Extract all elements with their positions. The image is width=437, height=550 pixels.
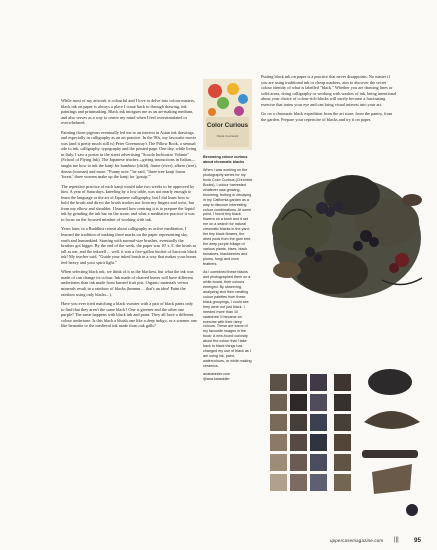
book-cover-image [203, 79, 252, 150]
book-byline: Paula Ceccarelli [216, 134, 239, 138]
bouquet [272, 175, 422, 298]
page-number: 95 [414, 537, 421, 544]
body-paragraph: Putting black ink on paper is a practice that never disappoints. No matter if you are using traditional ink or cheap markers, aim to discover the secret colour identity of what is labelled "black." Whether you are drawing lines or solid areas, doing calligraphy or working with washes of ink, being intentional about your choice of colour-rich blacks will surely become a fascinating exercise that trains your eye and can bring visual interest into your art. [261, 74, 397, 107]
credit-website: anakarasler.com [203, 372, 231, 377]
credit-handle: @ana.karaskiler [203, 376, 230, 381]
colour-swatches [270, 374, 351, 491]
credit [203, 372, 253, 382]
caption-paragraph: When I was working on the photography series for my book Color Curious (Chronicle Books), I colour harvested whatever was growing, blooming, fruiting or decaying in my California garden as a way to discover interesting colour combinations. At some point, I found tiny black flowers on a bush and it set me on a search for natural chromatic blacks in the yard: the tiny black flowers, the dried pods from the gum tree, the deep purple foliage of various plants, irises, black tomatoes, blackberries and plums, fungi and crow feathers. [203, 167, 253, 267]
sidebar-caption [203, 155, 253, 382]
caption-body [203, 168, 253, 369]
page-footer [330, 537, 430, 545]
body-paragraph: While most of my artwork is colourful and I love to delve into colour matters, black ink on paper is always a place I come back to through drawing, ink paintings and printmaking. Black ink intrigues me as an art-making medium, and also serves as a way to centre my mind when I feel overstimulated or overwhelmed. [61, 98, 196, 126]
body-paragraph: When selecting black ink, we think of it as the blackest, but what the ink was made of can change its colour. Ink made of charred bones will have different undertones than ink made from burned fruit pits. Organic materials versus minerals result in a rainbow of blacks (hmmm ... that's an idea! Paint the rainbow using only blacks...). [61, 269, 194, 297]
body-paragraph: The repetitive practice of each kanji would take two weeks to be approved by him. A year of Saturdays, kneeling by a low table, was not nearly enough to learn the language or the art of Japanese calligraphy, but I did learn how to hold the brush and direct the brush strokes not from my fingers and wrist, but from my elbow and shoulder. I learned how centring it is to prepare the liquid ink by grinding the ink bar on the stone, and what a meditative practice it was to focus on the focused mindset of working with ink. [61, 183, 195, 222]
body-paragraph: Painting those pigeons eventually led me to an interest in Asian ink drawings, and especially in calligraphy as an art practice. In the '80s, my favourite movie was (and it pretty much still is) Peter Greenaway's The Pillow Book, a sensual ode to ink, calligraphy, typography and the printed page. One day, while living in Italy, I saw a poster in the street advertising "Scuola Inchiostro Volante" (School of Flying Ink). The Japanese teacher—giving instructions in Italian—taught me how to ink the kanji for bambino (child), fiume (river), albero (tree), donna (woman) and more. "Funny note," he said, "three tree kanji forms 'forest,' three women make up the kanji for 'gossip.'" [61, 129, 197, 180]
footer-divider: ||| [394, 537, 399, 543]
left-column [61, 98, 197, 333]
chromatic-blacks-photo [262, 160, 432, 525]
caption-paragraph: As I combined these blacks and photographed them on a white board, their colours emerged. By observing, analyzing and then creating colour palettes from these black groupings, I could see they were not just black. I needed more than 10 swatches! It became an exercise with their deep colours. These are some of my favourite images in the book: A new-found curiosity about the colour that I take back to black things has changed my use of black as I am using ink, paint, watercolours, or while making ceramics. [203, 269, 252, 369]
book-title: Color Curious [206, 122, 249, 129]
caption-heading: Becoming colour curious about chromatic blacks [203, 155, 248, 164]
footer-url: uppercasemagazine.com [330, 538, 384, 543]
arranged-objects [362, 369, 420, 516]
body-paragraph: Have you ever tried matching a black sweater with a pair of black pants only to find that they aren't the same black? One is greener and the other one purple? The same happens with black ink and paint: They all have a different colour undertone. Is this black a bluish one like a deep indigo, or a warmer one like hematite or the medieval ink made from oak galls? [61, 301, 197, 329]
body-paragraph: Years later, in a Buddhist retreat about calligraphy as active meditation, I learned the tradition of making three marks on the paper representing sky, earth and humankind. Starting with normal-size brushes, eventually the brushes got bigger. By the end of the week, the paper was 10' x 4', the brush as tall as me, and the inkwell ... well, it was a five-gallon bucket of luscious black ink! My teacher said, "Guide your inked brush in a way that makes your bones feel heavy and your spirit light." [61, 226, 197, 265]
right-column [261, 74, 397, 126]
body-paragraph: Go on a chromatic black expedition from the art store, from the pantry, from the garden. Prepare your repertoire of blacks and try it on paper. [261, 111, 393, 122]
